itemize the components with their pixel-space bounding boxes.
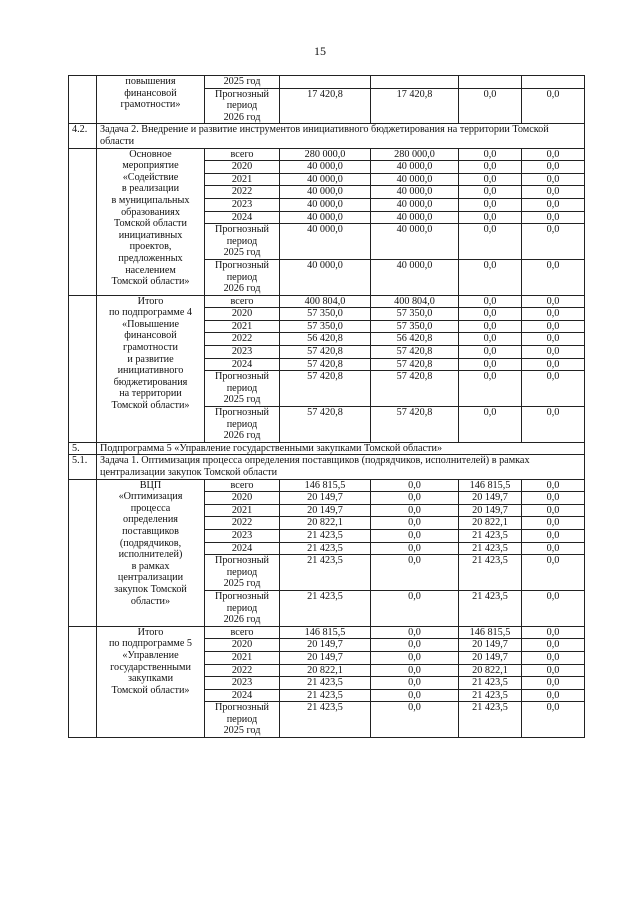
measure-name-line: по подпрограмме 5 [108, 638, 193, 650]
value-cell: 40 000,0 [280, 211, 371, 224]
period-cell [205, 590, 280, 626]
measure-name-line: определения [123, 514, 178, 526]
section-title: Задача 1. Оптимизация процесса определения поставщиков (подрядчиков, исполнителей) в рамках централизации закупок Томской области [97, 455, 585, 479]
value-cell: 0,0 [371, 529, 459, 542]
value-cell: 0,0 [371, 517, 459, 530]
period-cell: 2024 [205, 211, 280, 224]
value-cell: 40 000,0 [371, 161, 459, 174]
value-cell: 400 804,0 [280, 295, 371, 308]
value-cell: 40 000,0 [371, 186, 459, 199]
measure-name-line: проектов, [129, 241, 172, 253]
value-cell: 57 350,0 [371, 320, 459, 333]
value-cell: 0,0 [522, 211, 585, 224]
value-cell: 0,0 [522, 517, 585, 530]
value-cell: 0,0 [459, 320, 522, 333]
value-cell [371, 76, 459, 89]
period-line: Прогнозный [214, 702, 270, 714]
value-cell: 0,0 [371, 664, 459, 677]
value-cell: 57 420,8 [371, 371, 459, 407]
measure-name-line: закупками [127, 673, 174, 685]
value-cell: 40 000,0 [280, 173, 371, 186]
measure-name-line: грамотности [123, 342, 178, 354]
period-line: период [226, 566, 258, 578]
value-cell: 0,0 [522, 295, 585, 308]
value-cell: 20 149,7 [280, 504, 371, 517]
period-line: Прогнозный [214, 407, 270, 419]
value-cell: 0,0 [522, 371, 585, 407]
measure-name-line: повышения [125, 76, 176, 87]
measure-name-line: на территории [119, 388, 182, 400]
number-cell [69, 76, 97, 124]
value-cell: 0,0 [371, 504, 459, 517]
value-cell [280, 76, 371, 89]
number-cell [69, 479, 97, 626]
period-line: 2026 год [223, 614, 261, 626]
period-cell: всего [205, 626, 280, 639]
value-cell: 21 423,5 [459, 529, 522, 542]
period-cell: 2025 год [205, 76, 280, 89]
measure-name-line: Основное [129, 148, 172, 160]
value-cell: 280 000,0 [371, 148, 459, 161]
value-cell: 20 149,7 [280, 651, 371, 664]
period-cell: 2021 [205, 504, 280, 517]
measure-name-line: в рамках [131, 560, 170, 572]
period-cell: 2023 [205, 529, 280, 542]
measure-name-line: мероприятие [122, 160, 179, 172]
section-number: 4.2. [69, 124, 97, 148]
value-cell: 0,0 [522, 224, 585, 260]
section-title: Подпрограмма 5 «Управление государственными закупками Томской области» [97, 442, 585, 455]
value-cell: 0,0 [522, 173, 585, 186]
value-cell: 21 423,5 [280, 702, 371, 738]
value-cell: 0,0 [459, 358, 522, 371]
measure-name-cell [97, 479, 205, 626]
period-cell: 2023 [205, 198, 280, 211]
budget-table [68, 75, 585, 738]
value-cell: 21 423,5 [459, 542, 522, 555]
value-cell: 0,0 [459, 308, 522, 321]
period-cell: 2022 [205, 664, 280, 677]
period-cell: 2021 [205, 173, 280, 186]
value-cell: 20 149,7 [280, 639, 371, 652]
value-cell: 0,0 [459, 371, 522, 407]
value-cell: 21 423,5 [459, 689, 522, 702]
value-cell: 0,0 [522, 88, 585, 124]
value-cell: 0,0 [522, 148, 585, 161]
page-number: 15 [314, 44, 326, 58]
period-line: Прогнозный [214, 224, 270, 236]
measure-name-line: поставщиков [122, 525, 179, 537]
period-cell: 2024 [205, 689, 280, 702]
value-cell: 0,0 [459, 211, 522, 224]
measure-name-line: бюджетирования [113, 376, 188, 388]
value-cell: 0,0 [522, 677, 585, 690]
value-cell: 0,0 [459, 407, 522, 443]
value-cell: 0,0 [522, 346, 585, 359]
period-line: период [226, 100, 258, 112]
value-cell: 21 423,5 [280, 542, 371, 555]
value-cell: 0,0 [522, 161, 585, 174]
value-cell: 0,0 [522, 626, 585, 639]
period-cell: 2024 [205, 358, 280, 371]
table-row [69, 626, 585, 639]
measure-name-line: предложенных [118, 252, 183, 264]
value-cell: 0,0 [522, 407, 585, 443]
table-row [69, 148, 585, 161]
number-cell [69, 148, 97, 295]
value-cell: 0,0 [459, 161, 522, 174]
period-cell: 2023 [205, 677, 280, 690]
value-cell: 0,0 [522, 555, 585, 591]
period-line: 2025 год [223, 578, 261, 590]
value-cell: 0,0 [522, 590, 585, 626]
measure-name-cell [97, 626, 205, 737]
value-cell: 0,0 [371, 542, 459, 555]
period-cell: 2022 [205, 517, 280, 530]
table-row [69, 455, 585, 479]
value-cell: 40 000,0 [371, 198, 459, 211]
measure-name-line: в реализации [121, 183, 180, 195]
value-cell: 0,0 [371, 590, 459, 626]
value-cell: 280 000,0 [280, 148, 371, 161]
measure-name-line: грамотности» [120, 99, 181, 111]
period-line: 2025 год [223, 247, 261, 259]
measure-name-line: Томской области» [111, 684, 190, 696]
period-line: период [226, 602, 258, 614]
period-line: период [226, 382, 258, 394]
measure-name-line: инициативного [117, 365, 184, 377]
value-cell: 21 423,5 [280, 555, 371, 591]
value-cell: 56 420,8 [371, 333, 459, 346]
measure-name-cell [97, 76, 205, 124]
value-cell: 20 822,1 [280, 664, 371, 677]
value-cell: 0,0 [522, 333, 585, 346]
value-cell [522, 76, 585, 89]
value-cell: 20 149,7 [459, 504, 522, 517]
value-cell: 0,0 [371, 689, 459, 702]
period-cell [205, 88, 280, 124]
value-cell: 21 423,5 [459, 590, 522, 626]
measure-name-line: «Управление [122, 649, 179, 661]
measure-name-line: процесса [130, 502, 171, 514]
period-line: 2025 год [223, 725, 261, 737]
measure-name-line: (подрядчиков, [119, 537, 182, 549]
value-cell: 40 000,0 [371, 259, 459, 295]
value-cell: 0,0 [522, 358, 585, 371]
measure-name-line: образованиях [121, 206, 180, 218]
value-cell: 40 000,0 [371, 173, 459, 186]
value-cell: 400 804,0 [371, 295, 459, 308]
value-cell: 0,0 [459, 186, 522, 199]
measure-name-line: централизации [117, 572, 184, 584]
value-cell: 21 423,5 [280, 590, 371, 626]
period-cell [205, 555, 280, 591]
period-line: период [226, 418, 258, 430]
table-row [69, 479, 585, 492]
period-line: период [226, 235, 258, 247]
value-cell: 40 000,0 [280, 161, 371, 174]
period-cell: 2021 [205, 651, 280, 664]
measure-name-line: области» [130, 595, 171, 607]
measure-name-cell [97, 295, 205, 442]
value-cell: 40 000,0 [280, 186, 371, 199]
value-cell: 21 423,5 [459, 677, 522, 690]
value-cell: 0,0 [522, 639, 585, 652]
period-cell [205, 702, 280, 738]
period-line: период [226, 271, 258, 283]
value-cell: 20 149,7 [280, 492, 371, 505]
value-cell: 0,0 [371, 639, 459, 652]
value-cell: 0,0 [459, 333, 522, 346]
period-cell [205, 224, 280, 260]
value-cell: 0,0 [371, 555, 459, 591]
value-cell: 146 815,5 [459, 626, 522, 639]
measure-name-line: «Повышение [122, 318, 179, 330]
measure-name-line: финансовой [124, 87, 177, 99]
value-cell: 0,0 [371, 492, 459, 505]
value-cell: 17 420,8 [371, 88, 459, 124]
period-cell: всего [205, 295, 280, 308]
value-cell: 0,0 [371, 479, 459, 492]
period-line: Прогнозный [214, 555, 270, 567]
period-line: Прогнозный [214, 590, 270, 602]
measure-name-line: исполнителей) [118, 549, 183, 561]
value-cell: 0,0 [459, 88, 522, 124]
value-cell: 57 420,8 [371, 346, 459, 359]
value-cell: 0,0 [371, 651, 459, 664]
period-cell: 2024 [205, 542, 280, 555]
value-cell: 146 815,5 [280, 626, 371, 639]
period-cell: 2020 [205, 492, 280, 505]
measure-name-line: Томской области» [111, 276, 190, 288]
measure-name-line: финансовой [124, 330, 177, 342]
value-cell: 0,0 [522, 308, 585, 321]
value-cell: 0,0 [522, 651, 585, 664]
number-cell [69, 626, 97, 737]
period-line: 2026 год [223, 430, 261, 442]
period-cell: 2023 [205, 346, 280, 359]
value-cell: 0,0 [459, 173, 522, 186]
value-cell: 21 423,5 [280, 529, 371, 542]
value-cell: 40 000,0 [280, 224, 371, 260]
value-cell: 20 822,1 [459, 664, 522, 677]
table-row [69, 76, 585, 89]
value-cell: 0,0 [459, 295, 522, 308]
measure-name-line: Итого [137, 626, 164, 638]
value-cell: 57 420,8 [371, 358, 459, 371]
value-cell: 20 822,1 [280, 517, 371, 530]
value-cell: 0,0 [459, 198, 522, 211]
value-cell: 20 149,7 [459, 492, 522, 505]
period-cell: 2020 [205, 308, 280, 321]
measure-name-line: Итого [137, 295, 164, 307]
period-line: Прогнозный [214, 259, 270, 271]
table-row [69, 295, 585, 308]
period-cell [205, 407, 280, 443]
value-cell: 0,0 [522, 689, 585, 702]
value-cell: 40 000,0 [371, 211, 459, 224]
value-cell: 0,0 [371, 702, 459, 738]
measure-name-cell [97, 148, 205, 295]
period-cell: 2020 [205, 161, 280, 174]
number-cell [69, 295, 97, 442]
measure-name-line: по подпрограмме 4 [108, 307, 193, 319]
value-cell: 57 350,0 [280, 320, 371, 333]
value-cell: 57 420,8 [371, 407, 459, 443]
measure-name-line: государственными [110, 661, 191, 673]
value-cell: 146 815,5 [459, 479, 522, 492]
table-row [69, 442, 585, 455]
period-line: 2026 год [223, 283, 261, 295]
period-line: Прогнозный [214, 371, 270, 383]
period-cell: 2021 [205, 320, 280, 333]
value-cell: 0,0 [459, 224, 522, 260]
measure-name-line: Томской области» [111, 400, 190, 412]
table-row [69, 124, 585, 148]
period-cell [205, 371, 280, 407]
value-cell: 57 420,8 [280, 346, 371, 359]
value-cell: 21 423,5 [280, 677, 371, 690]
value-cell: 40 000,0 [280, 198, 371, 211]
value-cell: 0,0 [522, 542, 585, 555]
value-cell: 0,0 [371, 626, 459, 639]
value-cell: 0,0 [522, 198, 585, 211]
value-cell: 0,0 [522, 664, 585, 677]
measure-name-line: и развитие [127, 353, 174, 365]
value-cell: 20 149,7 [459, 651, 522, 664]
value-cell: 146 815,5 [280, 479, 371, 492]
value-cell: 57 420,8 [280, 371, 371, 407]
measure-name-line: закупок Томской [114, 583, 187, 595]
value-cell: 21 423,5 [459, 702, 522, 738]
value-cell: 20 822,1 [459, 517, 522, 530]
value-cell: 0,0 [459, 346, 522, 359]
value-cell: 0,0 [522, 702, 585, 738]
value-cell: 56 420,8 [280, 333, 371, 346]
budget-table-body [69, 76, 585, 738]
value-cell: 57 420,8 [280, 407, 371, 443]
period-cell [205, 259, 280, 295]
measure-name-line: в муниципальных [111, 194, 190, 206]
value-cell: 0,0 [522, 504, 585, 517]
value-cell: 0,0 [459, 259, 522, 295]
section-number: 5. [69, 442, 97, 455]
value-cell: 40 000,0 [371, 224, 459, 260]
value-cell: 0,0 [371, 677, 459, 690]
value-cell: 0,0 [522, 259, 585, 295]
value-cell: 57 350,0 [280, 308, 371, 321]
period-cell: 2022 [205, 333, 280, 346]
period-cell: всего [205, 148, 280, 161]
measure-name-line: «Содействие [122, 171, 179, 183]
value-cell: 57 420,8 [280, 358, 371, 371]
period-cell: 2022 [205, 186, 280, 199]
section-number: 5.1. [69, 455, 97, 479]
value-cell: 0,0 [522, 529, 585, 542]
period-line: 2026 год [223, 111, 261, 123]
measure-name-line: инициативных [118, 229, 183, 241]
measure-name-line: населением [125, 264, 176, 276]
value-cell: 21 423,5 [459, 555, 522, 591]
value-cell: 17 420,8 [280, 88, 371, 124]
measure-name-line: Томской области [114, 218, 187, 230]
value-cell: 0,0 [522, 479, 585, 492]
period-line: период [226, 713, 258, 725]
measure-name-line: ВЦП [139, 479, 162, 491]
value-cell: 0,0 [522, 186, 585, 199]
value-cell: 0,0 [459, 148, 522, 161]
period-line: 2025 год [223, 394, 261, 406]
section-title: Задача 2. Внедрение и развитие инструментов инициативного бюджетирования на территории Томской области [97, 124, 585, 148]
value-cell: 0,0 [522, 492, 585, 505]
value-cell: 0,0 [522, 320, 585, 333]
period-cell: всего [205, 479, 280, 492]
value-cell: 20 149,7 [459, 639, 522, 652]
value-cell: 40 000,0 [280, 259, 371, 295]
period-line: Прогнозный [214, 88, 270, 100]
value-cell: 57 350,0 [371, 308, 459, 321]
measure-name-line: «Оптимизация [118, 491, 183, 503]
period-cell: 2020 [205, 639, 280, 652]
value-cell: 21 423,5 [280, 689, 371, 702]
value-cell [459, 76, 522, 89]
